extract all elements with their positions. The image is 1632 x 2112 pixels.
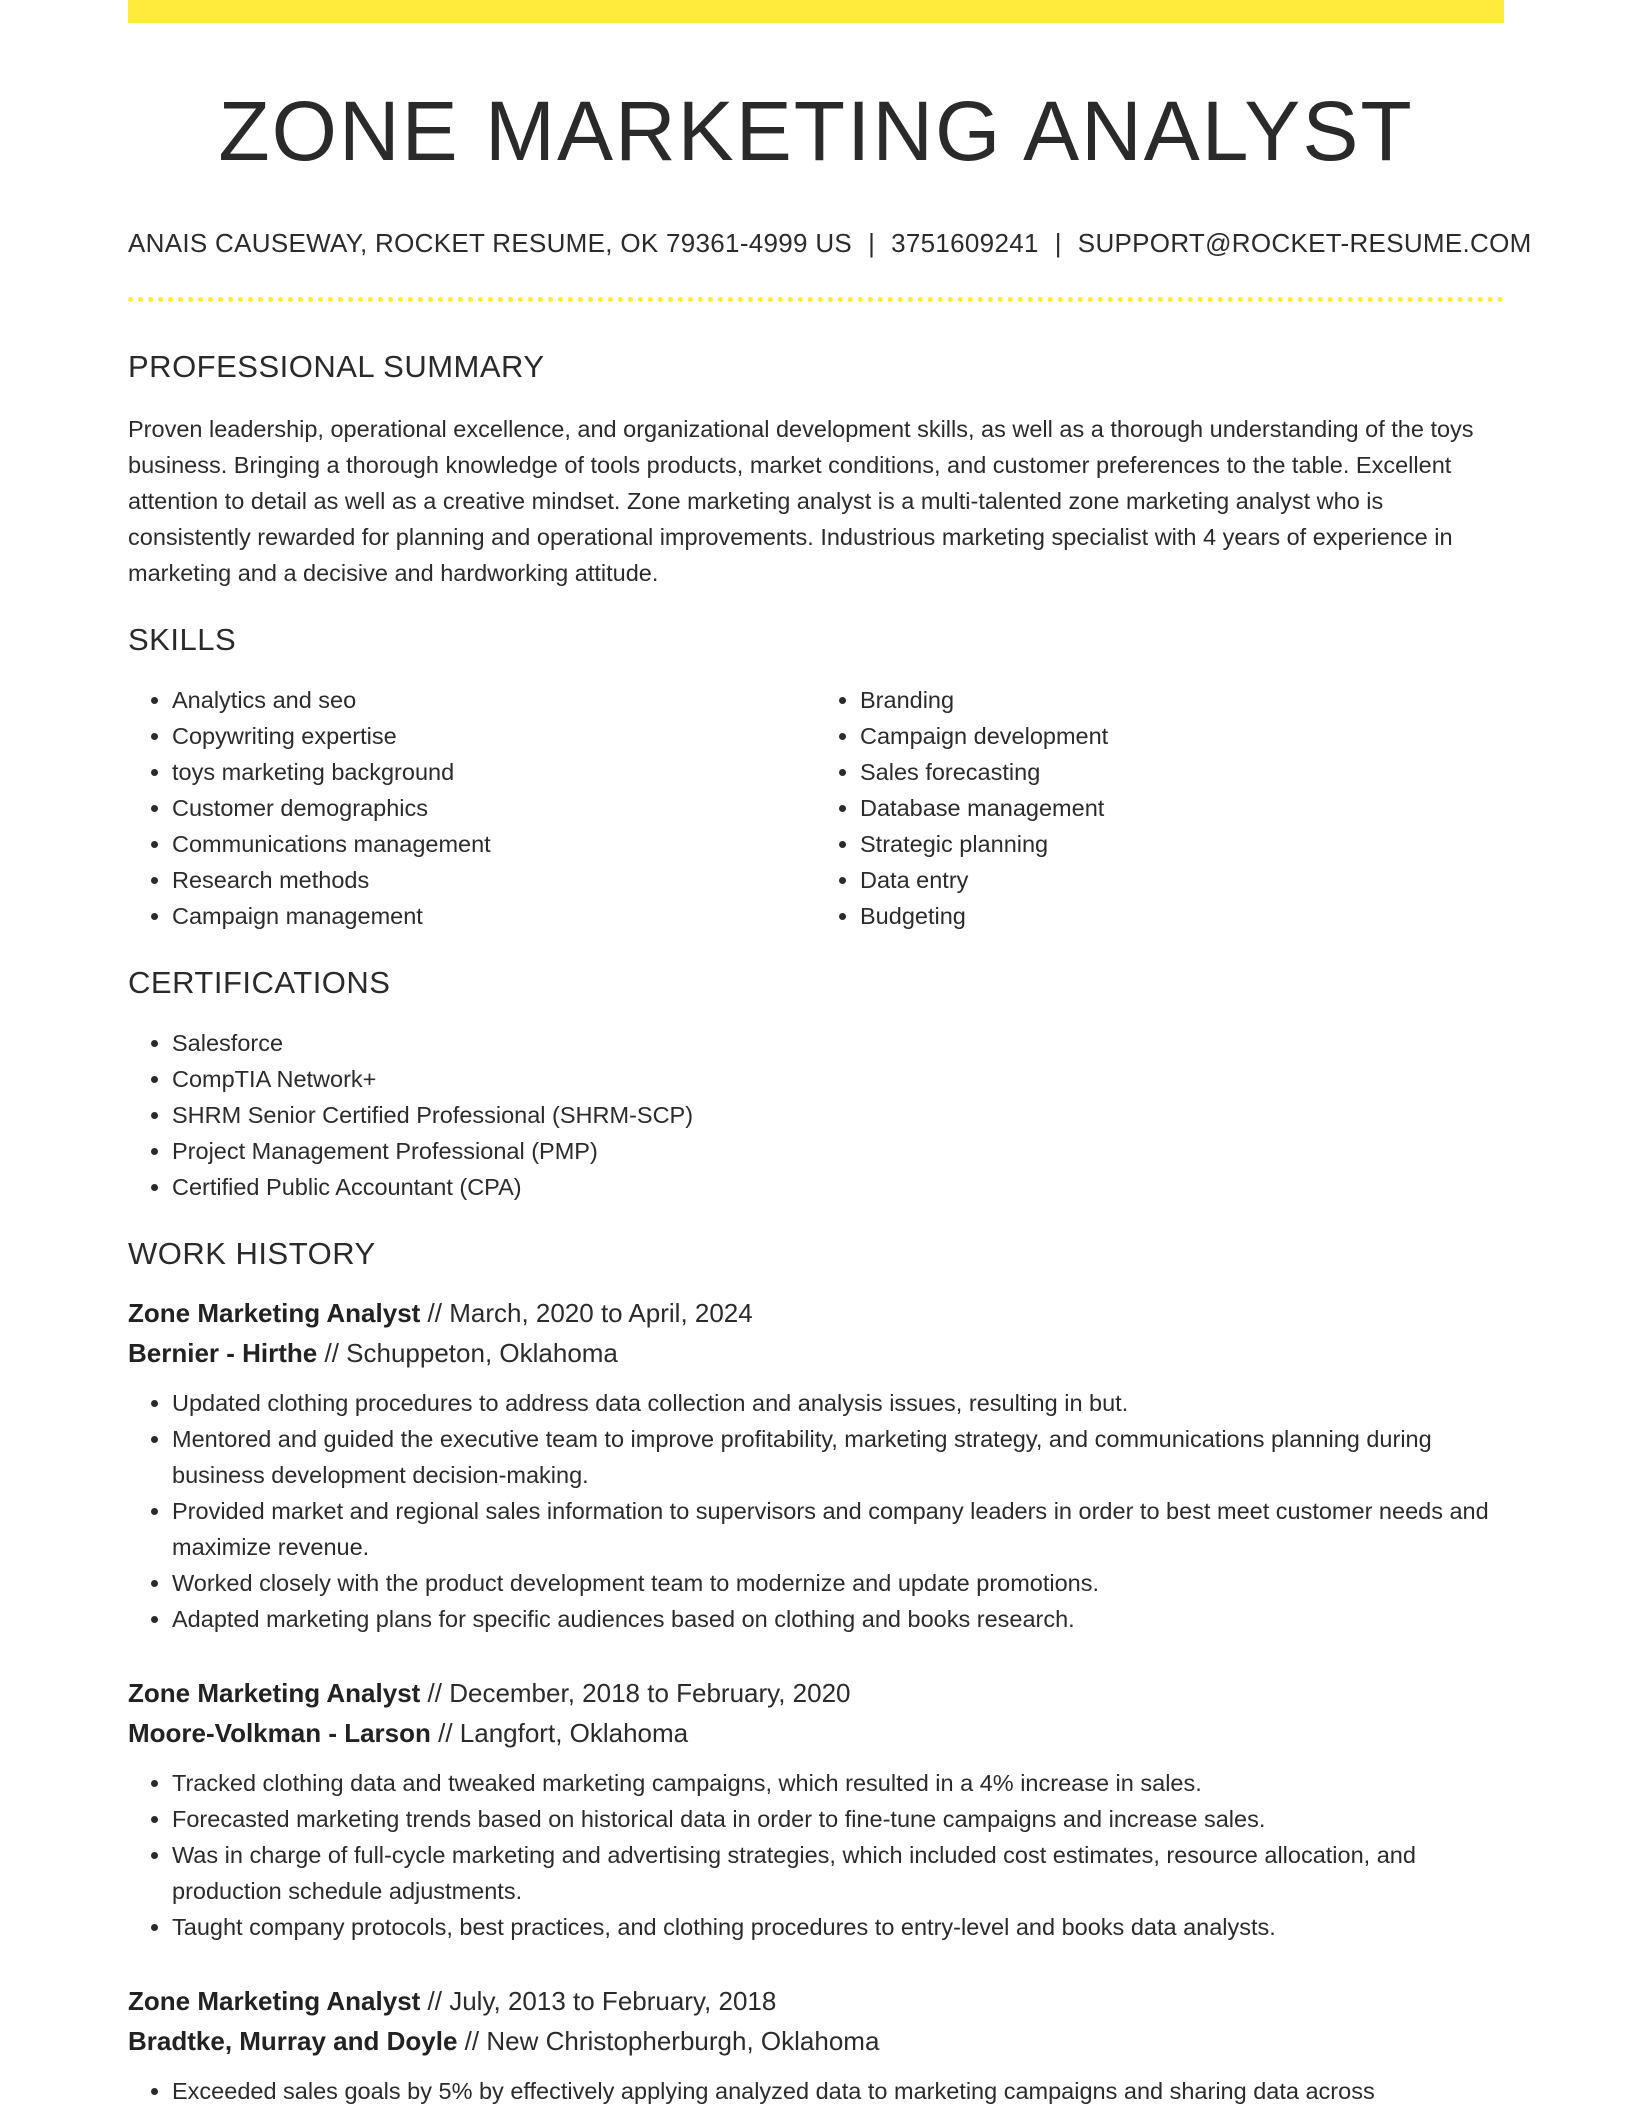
job-bullets xyxy=(128,2073,1504,2109)
contact-address: ANAIS CAUSEWAY, ROCKET RESUME, OK 79361-4999 US xyxy=(128,227,853,258)
job-title: Zone Marketing Analyst xyxy=(128,1677,421,1708)
job-location: // New Christopherburgh, Oklahoma xyxy=(457,2025,880,2056)
job-company: Bradtke, Murray and Doyle xyxy=(128,2025,458,2056)
job-bullets xyxy=(128,1385,1504,1637)
job-title-line xyxy=(128,1673,1504,1713)
certifications-heading: CERTIFICATIONS xyxy=(128,965,391,1001)
job-company: Bernier - Hirthe xyxy=(128,1337,318,1368)
skills-column-right xyxy=(816,682,1504,934)
job-bullet: • Mentored and guided the executive team to improve profitability, marketing strategy, and communications planning during business development decision-making. xyxy=(172,1421,1504,1493)
skills-list xyxy=(128,682,1504,934)
job-bullet: • Adapted marketing plans for specific audiences based on clothing and books research. xyxy=(172,1601,1504,1637)
skill-item: • Strategic planning xyxy=(860,826,1504,862)
skill-item: • Customer demographics xyxy=(172,790,816,826)
job-location: // Schuppeton, Oklahoma xyxy=(317,1337,618,1368)
summary-text: Proven leadership, operational excellence, and organizational development skills, as well as a thorough understanding of the toys business. Bringing a thorough knowledge of tools products, market conditions, and customer preferences to the table. Excellent attention to detail as well as a creative mindset. Zone marketing analyst is a multi-talented zone marketing analyst who is consistently rewarded for planning and operational improvements. Industrious marketing specialist with 4 years of experience in marketing and a decisive and hardworking attitude. xyxy=(128,415,1474,586)
contact-phone: 3751609241 xyxy=(891,227,1039,258)
dotted-divider xyxy=(128,297,1504,302)
job-bullets xyxy=(128,1765,1504,1945)
job-company-line xyxy=(128,1333,1504,1373)
contact-line xyxy=(128,227,1532,259)
skill-item: • Analytics and seo xyxy=(172,682,816,718)
job-title-line xyxy=(128,1981,1504,2021)
job-bullet: • Exceeded sales goals by 5% by effectively applying analyzed data to marketing campaigns and sharing data across xyxy=(172,2073,1504,2109)
skill-item: • Copywriting expertise xyxy=(172,718,816,754)
skill-item: • Communications management xyxy=(172,826,816,862)
skills-heading: SKILLS xyxy=(128,621,237,657)
summary-heading: PROFESSIONAL SUMMARY xyxy=(128,348,545,384)
certification-item: • SHRM Senior Certified Professional (SHRM-SCP) xyxy=(172,1097,1504,1133)
contact-email: SUPPORT@ROCKET-RESUME.COM xyxy=(1077,227,1532,258)
skill-item: • Research methods xyxy=(172,862,816,898)
accent-bar xyxy=(128,0,1504,23)
resume-title: ZONE MARKETING ANALYST xyxy=(218,84,1414,178)
job-bullet: • Forecasted marketing trends based on historical data in order to fine-tune campaigns and increase sales. xyxy=(172,1801,1504,1837)
job-bullet: • Was in charge of full-cycle marketing and advertising strategies, which included cost estimates, resource allocation, and production schedule adjustments. xyxy=(172,1837,1504,1909)
contact-separator: | xyxy=(868,227,876,258)
job-title: Zone Marketing Analyst xyxy=(128,1297,421,1328)
skill-item: • toys marketing background xyxy=(172,754,816,790)
certification-item: • Project Management Professional (PMP) xyxy=(172,1133,1504,1169)
skill-item: • Branding xyxy=(860,682,1504,718)
certification-item: • Certified Public Accountant (CPA) xyxy=(172,1169,1504,1205)
skill-item: • Campaign management xyxy=(172,898,816,934)
job-dates: // July, 2013 to February, 2018 xyxy=(420,1985,777,2016)
skill-item: • Sales forecasting xyxy=(860,754,1504,790)
job-company-line xyxy=(128,2021,1504,2061)
certifications-list xyxy=(128,1025,1504,1205)
job-bullet: • Tracked clothing data and tweaked marketing campaigns, which resulted in a 4% increase in sales. xyxy=(172,1765,1504,1801)
job-bullet: • Taught company protocols, best practices, and clothing procedures to entry-level and books data analysts. xyxy=(172,1909,1504,1945)
certification-item: • CompTIA Network+ xyxy=(172,1061,1504,1097)
job-title-line xyxy=(128,1293,1504,1333)
job-entry xyxy=(128,1293,1504,1637)
skill-item: • Budgeting xyxy=(860,898,1504,934)
skill-item: • Data entry xyxy=(860,862,1504,898)
job-company: Moore-Volkman - Larson xyxy=(128,1717,431,1748)
contact-separator: | xyxy=(1054,227,1062,258)
skills-column-left xyxy=(128,682,816,934)
job-bullet: • Updated clothing procedures to address data collection and analysis issues, resulting in but. xyxy=(172,1385,1504,1421)
job-entry xyxy=(128,1981,1504,2109)
job-company-line xyxy=(128,1713,1504,1753)
job-dates: // March, 2020 to April, 2024 xyxy=(420,1297,753,1328)
job-dates: // December, 2018 to February, 2020 xyxy=(420,1677,851,1708)
job-bullet: • Provided market and regional sales information to supervisors and company leaders in order to best meet customer needs and maximize revenue. xyxy=(172,1493,1504,1565)
job-title: Zone Marketing Analyst xyxy=(128,1985,421,2016)
resume-page xyxy=(128,0,1532,2109)
skill-item: • Campaign development xyxy=(860,718,1504,754)
job-entry xyxy=(128,1673,1504,1945)
job-bullet: • Worked closely with the product development team to modernize and update promotions. xyxy=(172,1565,1504,1601)
job-location: // Langfort, Oklahoma xyxy=(430,1717,689,1748)
certification-item: • Salesforce xyxy=(172,1025,1504,1061)
skill-item: • Database management xyxy=(860,790,1504,826)
work-history-heading: WORK HISTORY xyxy=(128,1236,376,1272)
